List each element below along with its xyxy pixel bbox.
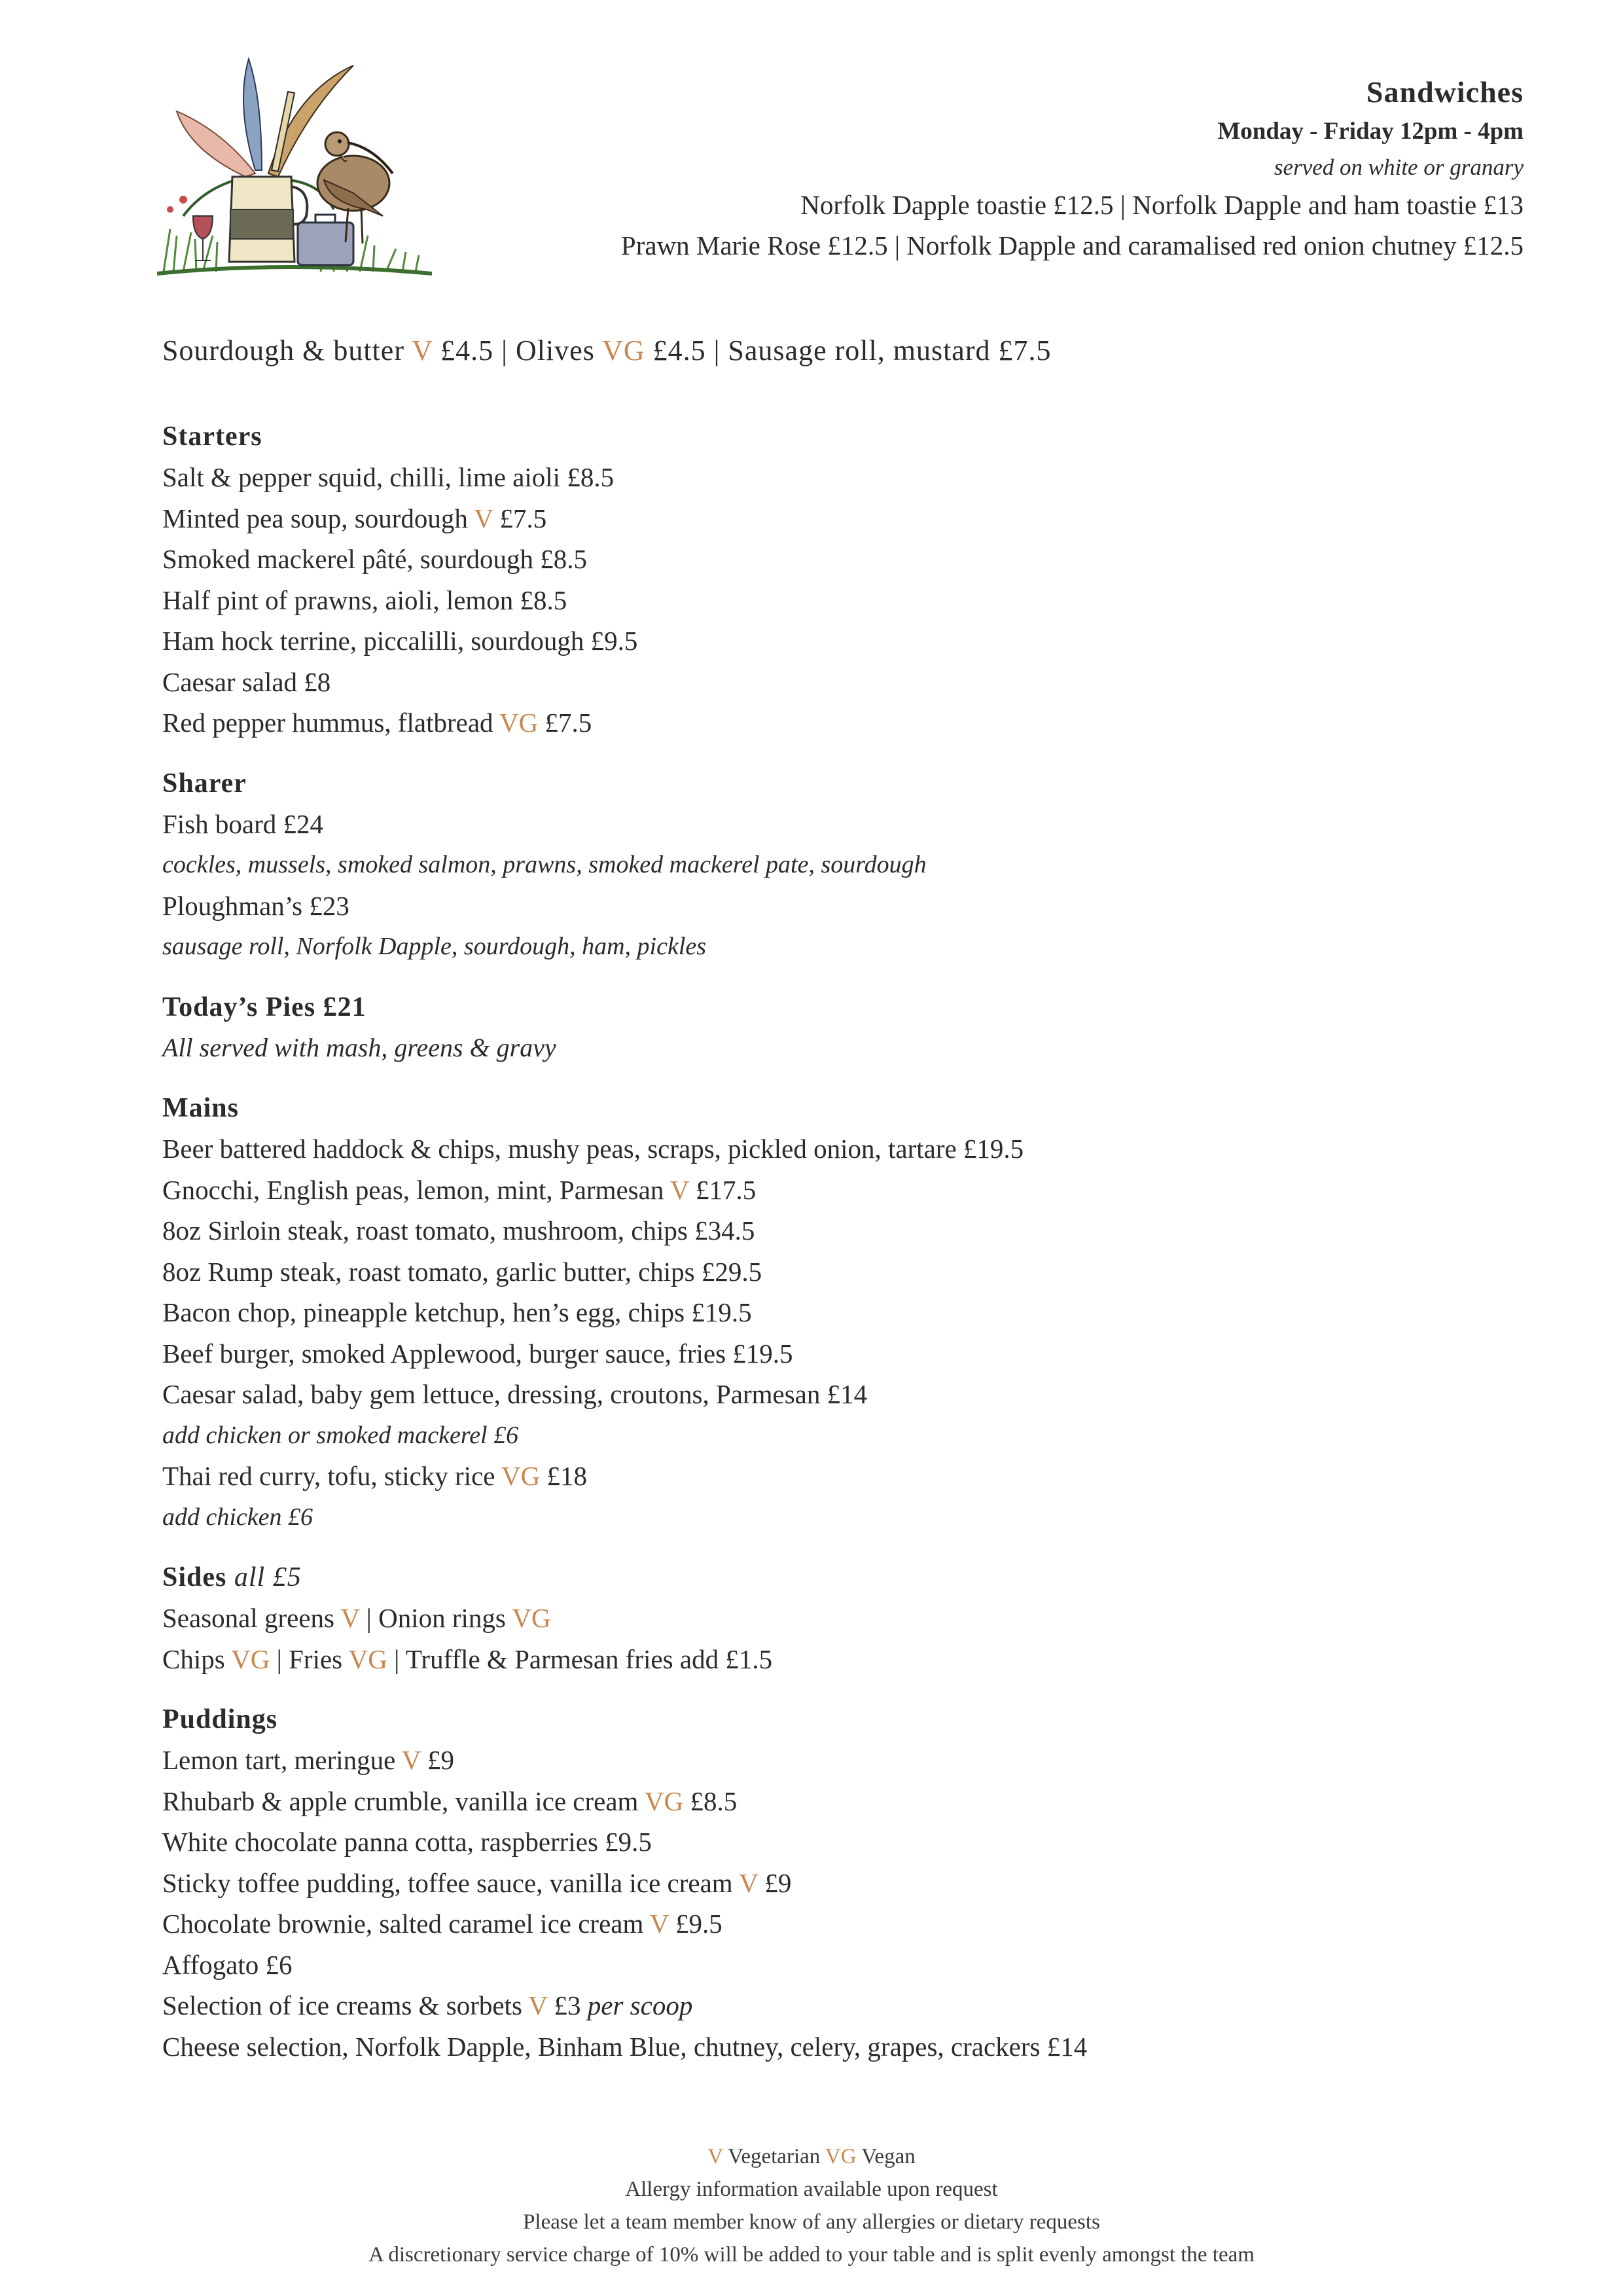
item-text: Sticky toffee pudding, toffee sauce, vanilla ice cream: [162, 1867, 740, 1898]
pies-section: [162, 987, 1510, 1069]
sandwiches-section: [621, 72, 1524, 266]
vegetarian-tag: V: [340, 1603, 360, 1633]
vegan-tag: VG: [501, 1461, 541, 1491]
item-text: | Fries: [270, 1643, 349, 1674]
vegetarian-tag: V: [528, 1990, 548, 2020]
item-price: £9: [420, 1745, 454, 1775]
item-price: £18: [540, 1461, 587, 1491]
nibble-sourdough: Sourdough & butter: [162, 334, 412, 367]
nibble-sausage-roll: £4.5 | Sausage roll, mustard £7.5: [645, 334, 1052, 367]
sandwiches-line-2: Prawn Marie Rose £12.5 | Norfolk Dapple and caramalised red onion chutney £12.5: [620, 230, 1524, 260]
mains-section: [162, 1088, 1510, 1537]
vegan-tag: VG: [512, 1603, 551, 1633]
sandwiches-line-1: Norfolk Dapple toastie £12.5 | Norfolk Dapple and ham toastie £13: [800, 190, 1524, 220]
menu-item: 8oz Sirloin steak, roast tomato, mushroom, chips £34.5: [162, 1215, 755, 1246]
section-title-text: Sides: [162, 1562, 227, 1592]
menu-body: [162, 416, 1510, 2087]
menu-item: [162, 1903, 1510, 1945]
menu-item: Half pint of prawns, aioli, lemon £8.5: [162, 584, 567, 615]
section-title: Mains: [162, 1093, 240, 1123]
sides-section: [162, 1557, 1510, 1679]
legend-label: Vegetarian: [722, 2145, 825, 2168]
section-title: Today’s Pies £21: [162, 992, 366, 1022]
puddings-section: [162, 1699, 1510, 2067]
section-title: Starters: [162, 422, 262, 452]
menu-item: [162, 498, 1510, 539]
vegan-tag: VG: [348, 1643, 387, 1674]
item-price: £9: [758, 1867, 792, 1898]
item-price-note: per scoop: [587, 1990, 693, 2020]
item-price: £3: [547, 1990, 588, 2020]
allergy-request: Please let a team member know of any allergies or dietary requests: [523, 2210, 1100, 2234]
menu-item: [162, 1740, 1510, 1781]
item-text: Seasonal greens: [162, 1603, 341, 1633]
menu-item: Ploughman’s £23: [162, 890, 349, 921]
menu-item: Affogato £6: [162, 1949, 293, 1980]
vegetarian-tag: V: [739, 1867, 758, 1898]
item-text: | Truffle & Parmesan fries add £1.5: [387, 1643, 773, 1674]
menu-item: Cheese selection, Norfolk Dapple, Binham Blue, chutney, celery, grapes, crackers £14: [162, 2031, 1088, 2062]
sandwiches-bread-note: served on white or granary: [1274, 154, 1524, 180]
item-text: Chocolate brownie, salted caramel ice cream: [162, 1909, 650, 1939]
menu-item: Fish board £24: [162, 808, 323, 839]
section-title: Sharer: [162, 768, 247, 798]
footer: [0, 2140, 1623, 2271]
allergy-info: Allergy information available upon request: [625, 2178, 998, 2201]
restaurant-illustration: [157, 52, 432, 278]
item-text: Thai red curry, tofu, sticky rice: [162, 1461, 502, 1491]
item-price: £17.5: [688, 1174, 757, 1205]
item-text: | Onion rings: [359, 1603, 512, 1633]
menu-item: Bacon chop, pineapple ketchup, hen’s egg, chips £19.5: [162, 1297, 752, 1327]
menu-item: Beef burger, smoked Applewood, burger sauce, fries £19.5: [162, 1338, 793, 1369]
item-price: £9.5: [668, 1909, 722, 1939]
item-text: Lemon tart, meringue: [162, 1745, 402, 1775]
vegan-tag: VG: [231, 1643, 270, 1674]
item-addon: add chicken or smoked mackerel £6: [162, 1421, 519, 1449]
item-description: cockles, mussels, smoked salmon, prawns, smoked mackerel pate, sourdough: [162, 851, 927, 878]
nibbles-line: [162, 334, 1051, 367]
item-addon: add chicken £6: [162, 1503, 313, 1531]
vegetarian-tag: V: [669, 1174, 689, 1205]
item-price: £7.5: [493, 503, 547, 533]
vegetarian-tag: V: [412, 334, 433, 367]
item-text: Gnocchi, English peas, lemon, mint, Parmesan: [162, 1174, 670, 1205]
item-text: Chips: [162, 1643, 232, 1674]
vegetarian-tag: V: [401, 1745, 421, 1775]
sides-price-note: all £5: [234, 1562, 302, 1592]
section-title: [162, 1557, 1510, 1598]
item-text: Rhubarb & apple crumble, vanilla ice cream: [162, 1785, 645, 1816]
item-text: Selection of ice creams & sorbets: [162, 1990, 529, 2020]
menu-item: 8oz Rump steak, roast tomato, garlic butter, chips £29.5: [162, 1256, 762, 1287]
vegetarian-tag: V: [649, 1909, 669, 1939]
menu-item: [162, 1639, 1510, 1680]
menu-item: Beer battered haddock & chips, mushy peas, scraps, pickled onion, tartare £19.5: [162, 1134, 1024, 1164]
legend-label: Vegan: [856, 2145, 916, 2168]
service-charge-note: A discretionary service charge of 10% will be added to your table and is split evenly amongst the team: [368, 2243, 1255, 2267]
vegan-tag: VG: [499, 708, 539, 738]
item-description: All served with mash, greens & gravy: [162, 1032, 556, 1062]
menu-item: [162, 1456, 1510, 1497]
menu-item: [162, 1985, 1510, 2026]
vegan-tag: VG: [602, 334, 645, 367]
section-title: Puddings: [162, 1704, 278, 1734]
menu-item: Caesar salad £8: [162, 666, 331, 697]
menu-item: Ham hock terrine, piccalilli, sourdough £9.5: [162, 626, 638, 656]
dietary-legend: [0, 2140, 1623, 2173]
vegetarian-tag: V: [474, 503, 493, 533]
sandwiches-title: Sandwiches: [1366, 75, 1524, 109]
menu-item: [162, 1781, 1510, 1822]
menu-item: White chocolate panna cotta, raspberries £9.5: [162, 1827, 652, 1857]
vegetarian-tag: V: [707, 2145, 723, 2168]
menu-item: [162, 1598, 1510, 1639]
item-price: £7.5: [538, 708, 592, 738]
item-description: sausage roll, Norfolk Dapple, sourdough, ham, pickles: [162, 933, 707, 960]
sandwiches-hours: Monday - Friday 12pm - 4pm: [1217, 118, 1524, 145]
item-text: Minted pea soup, sourdough: [162, 503, 474, 533]
menu-item: Smoked mackerel pâté, sourdough £8.5: [162, 544, 588, 574]
vegan-tag: VG: [644, 1785, 684, 1816]
item-text: Red pepper hummus, flatbread: [162, 708, 500, 738]
starters-section: [162, 416, 1510, 744]
menu-item: Salt & pepper squid, chilli, lime aioli £8.5: [162, 462, 615, 492]
sharer-section: [162, 763, 1510, 967]
menu-item: [162, 1170, 1510, 1211]
menu-item: [162, 1863, 1510, 1904]
item-price: £8.5: [683, 1785, 738, 1816]
menu-item: [162, 702, 1510, 744]
nibble-olives: £4.5 | Olives: [433, 334, 603, 367]
menu-item: Caesar salad, baby gem lettuce, dressing, croutons, Parmesan £14: [162, 1379, 868, 1409]
vegan-tag: VG: [825, 2145, 857, 2168]
